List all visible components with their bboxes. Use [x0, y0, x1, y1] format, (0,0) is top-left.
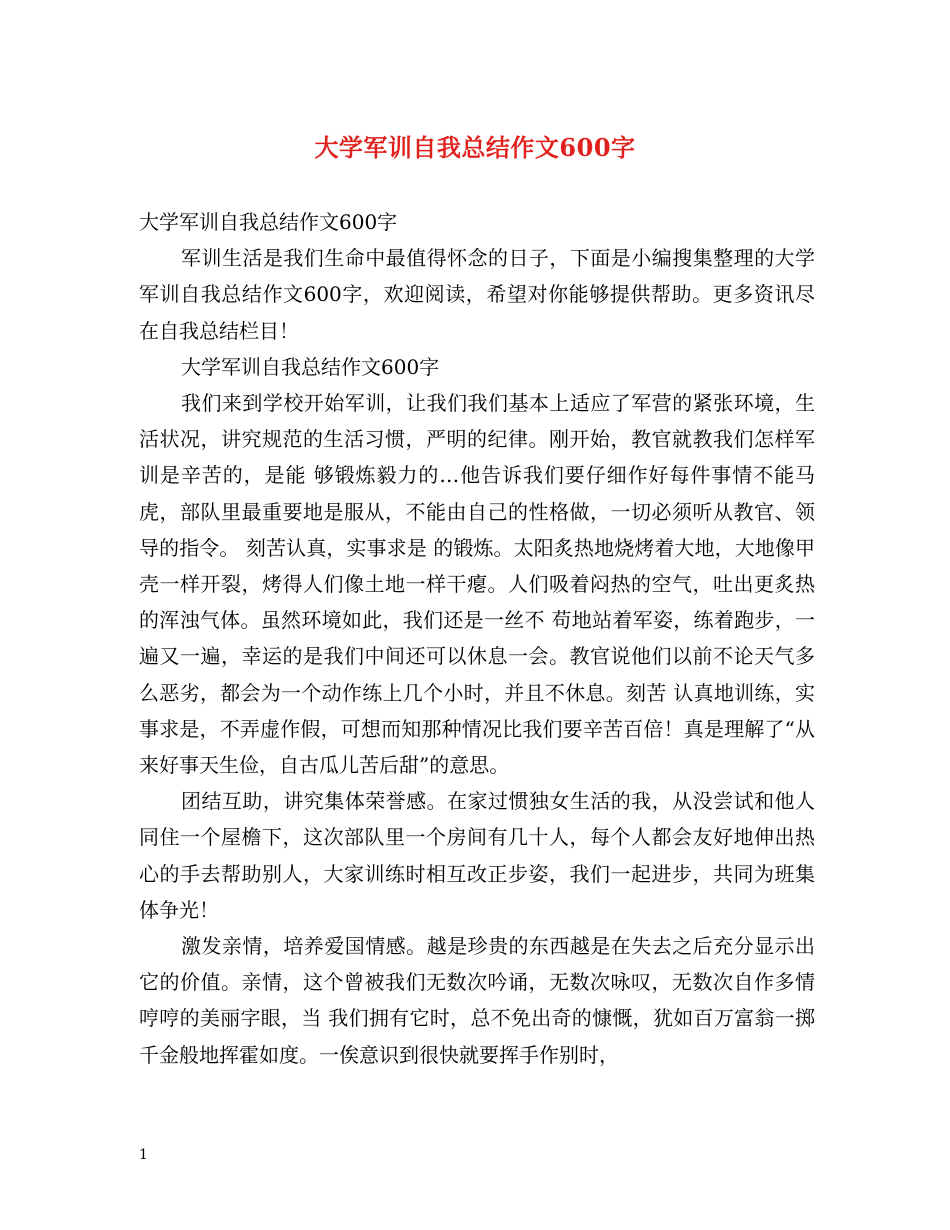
document-body	[139, 204, 815, 1073]
paragraph-intro: 军训生活是我们生命中最值得怀念的日子，下面是小编搜集整理的大学军训自我总结作文600字，欢迎阅读，希望对你能够提供帮助。更多资讯尽在自我总结栏目！	[139, 246, 815, 343]
page-number: 1	[139, 1147, 148, 1163]
document-title: 大学军训自我总结作文600字	[314, 133, 636, 162]
paragraph-family: 激发亲情，培养爱国情感。越是珍贵的东西越是在失去之后充分显示出它的价值。亲情，这个曾被我们无数次吟诵，无数次咏叹，无数次自作多情哼哼的美丽字眼，当 我们拥有它时，总不免出奇的慷慨，犹如百万富翁一掷千金般地挥霍如度。一俟意识到很快就要挥手作别时，	[139, 934, 815, 1067]
paragraph-heading: 大学军训自我总结作文600字	[181, 354, 440, 379]
paragraph-training: 我们来到学校开始军训，让我们我们基本上适应了军营的紧张环境，生活状况，讲究规范的生活习惯，严明的纪律。刚开始，教官就教我们怎样军训是辛苦的，是能 够锻炼毅力的…他告诉我们要仔细作好每件事情不能马虎，部队里最重要地是服从，不能由自己的性格做，一切必须听从教官、领导的指令。 刻苦认真，实事求是 的锻炼。太阳炙热地烧烤着大地，大地像甲壳一样开裂，烤得人们像土地一样干瘪。人们吸着闷热的空气，吐出更炙热的浑浊气体。虽然环境如此，我们还是一丝不 苟地站着军姿，练着跑步，一遍又一遍，幸运的是我们中间还可以休息一会。教官说他们以前不论天气多么恶劣，都会为一个动作练上几个小时，并且不休息。刻苦 认真地训练，实事求是，不弄虚作假，可想而知那种情况比我们要辛苦百倍！真是理解了“从来好事天生俭，自古瓜儿苦后甜”的意思。	[139, 391, 815, 778]
document-subtitle: 大学军训自我总结作文600字	[139, 210, 398, 234]
paragraph-teamwork: 团结互助，讲究集体荣誉感。在家过惯独女生活的我，从没尝试和他人同住一个屋檐下，这次部队里一个房间有几十人，每个人都会友好地伸出热心的手去帮助别人，大家训练时相互改正步姿，我们一起进步，共同为班集体争光！	[139, 789, 815, 922]
